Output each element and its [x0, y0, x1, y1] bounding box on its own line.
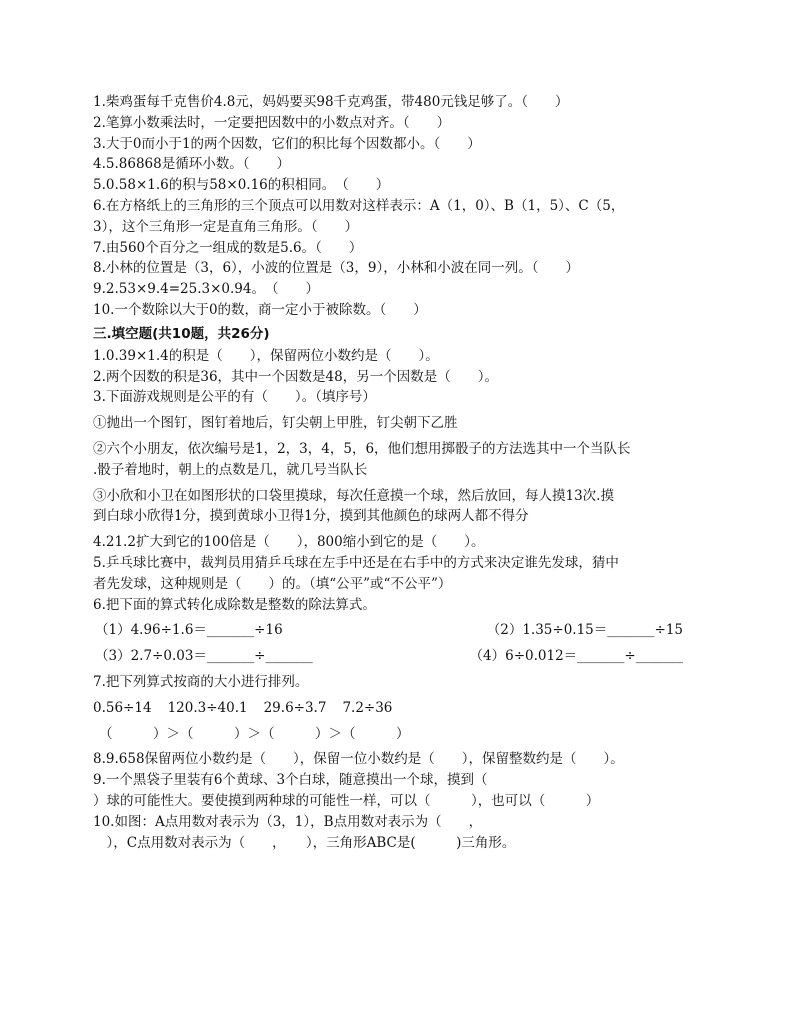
fill-item-9-line1: 9.一个黑袋子里装有6个黄球、3个白球，随意摸出一个球，摸到（: [93, 772, 488, 789]
expression-3: 29.6÷3.7: [263, 699, 327, 716]
judge-section: [93, 92, 713, 321]
equation-4: （4）6÷0.012＝_______÷_______: [469, 648, 683, 665]
fill-section: [93, 346, 713, 854]
fill-item-5-line2: 者先发球，这种规则是（ ）的。（填“公平”或“不公平”）: [93, 575, 452, 592]
equation-3: （3）2.7÷0.03＝_______÷_______: [95, 648, 313, 665]
rule-1: ①抛出一个图钉，图钉着地后，钉尖朝上甲胜，钉尖朝下乙胜: [93, 415, 458, 432]
judge-item-8: 8.小林的位置是（3，6），小波的位置是（3，9），小林和小波在同一列。（ ）: [93, 260, 579, 277]
section-title: 三.填空题(共10题，共26分): [93, 325, 270, 342]
judge-item-1: 1.柴鸡蛋每千克售价4.8元，妈妈要买98千克鸡蛋，带480元钱足够了。（ ）: [93, 94, 569, 110]
judge-item-7: 7.由560个百分之一组成的数是5.6。（ ）: [93, 239, 363, 256]
fill-item-5-line1: 5.乒乓球比赛中，裁判员用猜乒乓球在左手中还是在右手中的方式来决定谁先发球，猜中: [93, 554, 619, 571]
judge-item-5: 5.0.58×1.6的积与58×0.16的积相同。 （ ）: [93, 177, 390, 194]
judge-item-3: 3.大于0而小于1的两个因数，它们的积比每个因数都小。（ ）: [93, 135, 481, 152]
equation-2: （2）1.35÷0.15＝_______÷15: [486, 622, 683, 639]
fill-item-2: 2.两个因数的积是36，其中一个因数是48，另一个因数是（ ）。: [93, 368, 498, 385]
rule-3-line1: ③小欣和小卫在如图形状的口袋里摸球，每次任意摸一个球，然后放回，每人摸13次.摸: [93, 487, 614, 504]
fill-item-10-line1: 10.如图：A点用数对表示为（3，1），B点用数对表示为（ ，: [93, 813, 483, 830]
fill-item-1: 1.0.39×1.4的积是（ ），保留两位小数约是（ ）。: [93, 347, 439, 364]
fill-item-6: 6.把下面的算式转化成除数是整数的除法算式。: [93, 596, 376, 613]
expression-4: 7.2÷36: [342, 699, 393, 716]
expression-2: 120.3÷40.1: [167, 699, 248, 716]
rule-2-line2: .骰子着地时，朝上的点数是几，就几号当队长: [93, 461, 368, 478]
item7-expressions: [93, 698, 713, 719]
judge-item-2: 2.笔算小数乘法时，一定要把因数中的小数点对齐。（ ）: [93, 114, 451, 131]
fill-item-10-line2: ），C点用数对表示为（ ， ），三角形ABC是( )三角形。: [93, 834, 516, 851]
rule-2-line1: ②六个小朋友，依次编号是1，2，3，4，5，6，他们想用掷骰子的方法选其中一个当队长: [93, 440, 631, 457]
judge-item-9: 9.2.53×9.4=25.3×0.94。 （ ）: [93, 281, 319, 298]
judge-item-10: 10.一个数除以大于0的数，商一定小于被除数。（ ）: [93, 301, 427, 318]
expression-1: 0.56÷14: [93, 699, 152, 716]
rule-3-line2: 到白球小欣得1分，摸到黄球小卫得1分，摸到其他颜色的球两人都不得分: [93, 508, 529, 525]
worksheet-page: [93, 92, 713, 853]
fill-item-3: 3.下面游戏规则是公平的有（ ）。（填序号）: [93, 389, 376, 406]
fill-item-8: 8.9.658保留两位小数约是（ ），保留一位小数约是（ ），保留整数约是（ ）。: [93, 751, 624, 768]
item7-order-blanks: （ ）＞（ ）＞（ ）＞（ ）: [99, 725, 410, 742]
judge-item-6-line1: 6.在方格纸上的三角形的三个顶点可以用数对这样表示：A（1，0）、B（1，5）、C（5，: [93, 197, 625, 214]
equation-row-2: [93, 646, 713, 667]
fill-item-7: 7.把下列算式按商的大小进行排列。: [93, 673, 309, 690]
fill-item-4: 4.21.2扩大到它的100倍是（ ），800缩小到它的是（ ）。: [93, 534, 485, 551]
judge-item-6-line2: 3），这个三角形一定是直角三角形。（ ）: [93, 218, 359, 235]
equation-1: （1）4.96÷1.6＝_______÷16: [95, 622, 283, 639]
judge-item-4: 4.5.86868是循环小数。（ ）: [93, 156, 290, 173]
fill-item-9-line2: ）球的可能性大。要使摸到两种球的可能性一样，可以（ ），也可以（ ）: [93, 792, 600, 809]
equation-row-1: [93, 620, 713, 641]
